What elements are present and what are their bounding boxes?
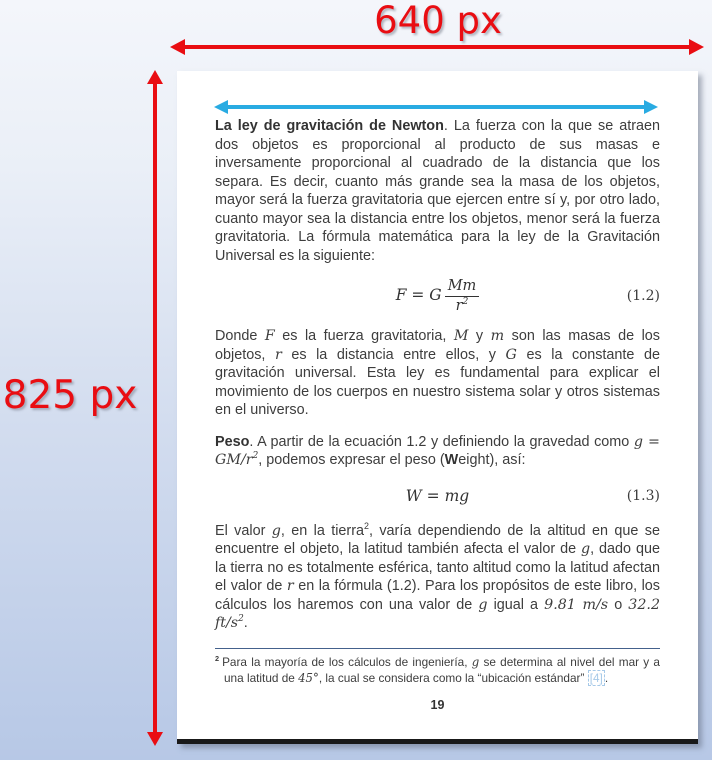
paragraph-g-value: El valor g, en la tierra$^2$, varía dependiendo de la altitud en que se encuentre el objeto, la latitud también afecta el valor de g, dado que la tierra no es totalmente esférica, tanto altitud como la latitud afectan el valor de r en la fórmula (1.2). Para los propósitos de este libro, los cálculos los haremos con una valor de g igual a 9.81 m/s o 32.2 $ft/s^2$. [215,521,661,632]
footnote [215,648,660,687]
page-height-arrow [144,69,166,747]
footnote-text [215,654,660,687]
footnote-marker: 2 [215,653,220,663]
paragraph-newton-law: La ley de gravitación de Newton. La fuerza con la que se atraen dos objetos es proporcional al producto de sus masas e inversamente proporcional al cuadrado de la distancia que los separa. Es decir, cuanto más grande sea la masa de los objetos, mayor será la fuerza gravitatoria que ejercen entre sí y, por otro lado, cuanto mayor sea la distancia entre los objetos, menor será la fuerza gravitatoria. La fórmula matemática para la ley de la Gravitación Universal es la siguiente: [215,118,660,264]
footnote-citation-link[interactable]: [4] [589,671,603,686]
page-number: 19 [430,697,445,712]
outer-width-label: 640 px [374,0,502,42]
page-height-label: 825 px [2,373,138,418]
paragraph-variables: Donde F es la fuerza gravitatoria, M y m son las masas de los objetos, r es la distancia entre ellos, y G es la constante de gravitación universal. Esta ley es fundamental para explicar el movimiento de los cuerpos en nuestro sistema solar y otros sistemas en el universo. [215,328,660,419]
footnote-body: Para la mayoría de los cálculos de ingeniería, g se determina al nivel del mar y a una latitud de 45°, la cual se considera como la “ubicación estándar” [4] . [222,654,660,686]
equation-number-1-2: (1.2) [626,287,660,304]
equation-weight-body: W = mg [405,486,470,505]
equation-gravitation-body: F = G $\frac{Mm}{r^2}$ [396,278,480,314]
inner-width-arrow [213,97,659,117]
page-content [177,71,698,714]
fraction: $\frac{Mm}{r^2}$ [445,278,480,314]
equation-gravitation [215,278,660,314]
outer-width-arrow [169,36,705,58]
paragraph-peso: Peso. A partir de la ecuación 1.2 y definiendo la gravedad como $g = GM/r^2$, podemos expresar el peso (Weight), así: [215,433,660,469]
footnote-rule [215,648,660,649]
equation-number-1-3: (1.3) [626,487,660,504]
document-page [177,71,698,744]
equation-weight [215,483,660,509]
